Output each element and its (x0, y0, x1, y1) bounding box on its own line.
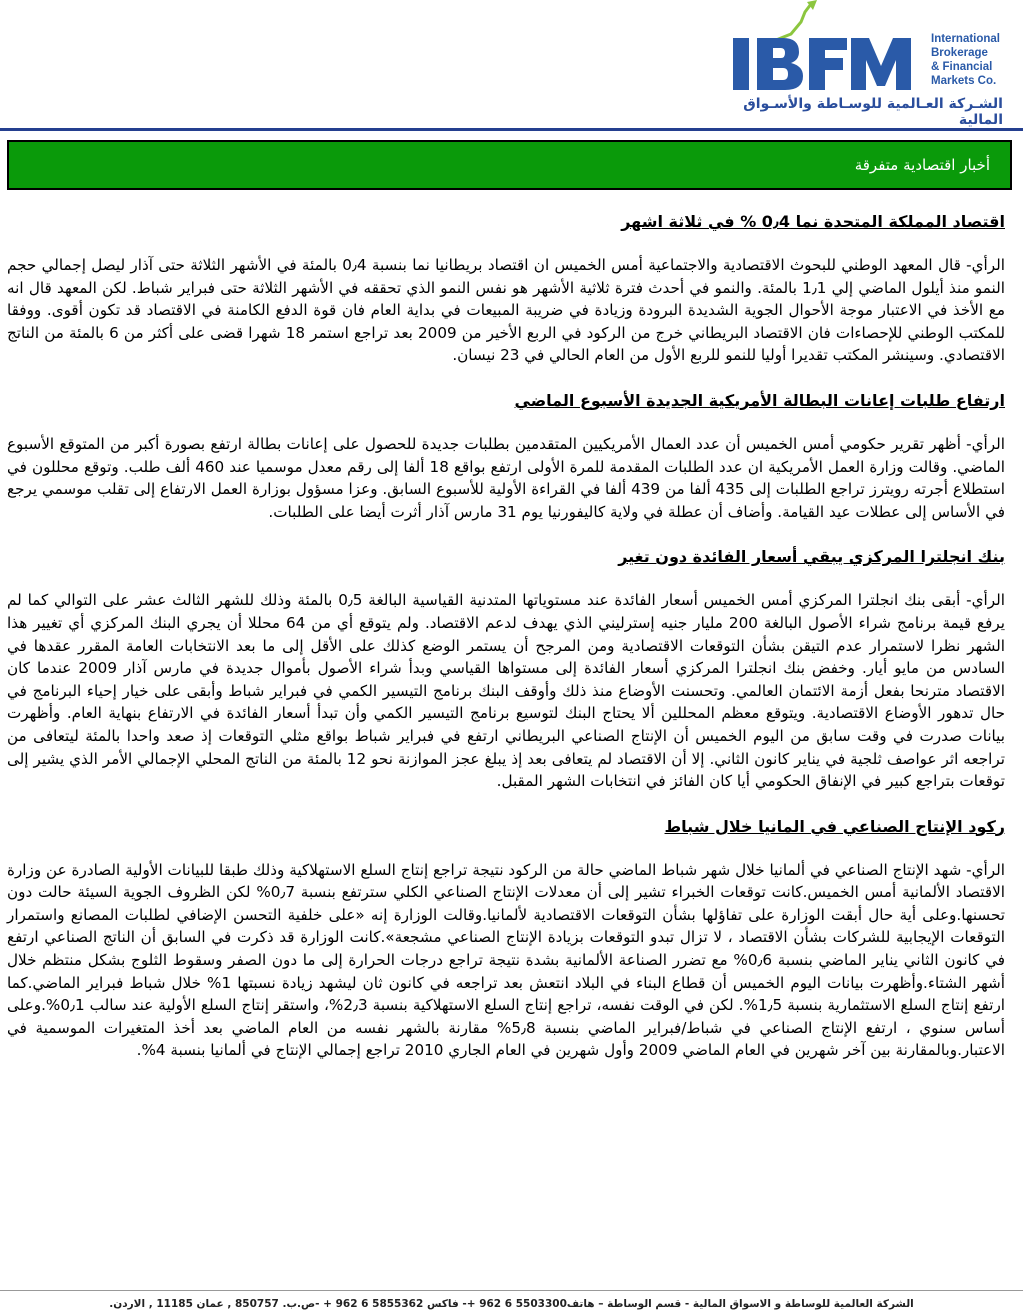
company-logo (721, 0, 1021, 128)
logo-line-4: Markets Co. (931, 75, 997, 87)
article-title: ارتفاع طلبات إعانات البطالة الأمريكية الجديدة الأسبوع الماضي (514, 390, 1005, 410)
article (7, 389, 1005, 523)
page-header (0, 0, 1023, 130)
article-body: الرأي- شهد الإنتاج الصناعي في ألمانيا خلال شهر شباط الماضي حالة من الركود نتيجة تراجع إنتاج السلع الاستهلاكية وذلك طبقا للبيانات الأولية الصادرة عن وزارة الاقتصاد الألمانية أمس الخميس.كانت توقعات الخبراء تشير إلى أن معدلات الإنتاج الصناعي الكلي سترتفع بنسبة 0٫7% لكن الظروف الجوية السيئة حالت دون تحسنها.وعلى أية حال أبقت الوزارة على تفاؤلها بشأن التوقعات الاقتصادية لألمانيا.وقالت الوزارة إنه «على خلفية التحسن الإضافي لطلبات المصانع واستمرار التوقعات الإيجابية للشركات بشأن الاقتصاد ، لا تزال تبدو التوقعات بزيادة الإنتاج الصناعي مشجعة».كانت الوزارة قد ذكرت في السابق أن الناتج الصناعي ارتفع في كانون الثاني يناير الماضي بنسبة 0٫6% مع تضرر الصناعة الألمانية بشدة نتيجة تراجع درجات الحرارة إلى ما دون الصفر وسقوط الثلوج بشكل منتظم خلال أشهر الشتاء.وأظهرت بيانات اليوم الخميس أن قطاع البناء في البلاد انتعش بعد تراجعه في كانون ثان ليشهد زيادة نسبتها 1% خلال شباط فبراير الماضي.كما ارتفع إنتاج السلع الاستثمارية بنسبة 1٫5%. لكن في الوقت نفسه، تراجع إنتاج السلع الاستهلاكية بنسبة 2٫3%، واستقر إنتاج السلع الأولية عند سالب 0٫1%.وعلى أساس سنوي ، ارتفع الإنتاج الصناعي في شباط/فبراير الماضي بنسبة 5٫8% مقارنة بالشهر نفسه من العام الماضي بعد أخذ المتغيرات الموسمية في الاعتبار.وبالمقارنة بين آخر شهرين في العام الماضي 2009 وأول شهرين في العام الجاري 2010 تراجع إجمالي الإنتاج في ألمانيا بنسبة 4%. (7, 860, 1005, 1060)
logo-english-name (931, 32, 1023, 88)
logo-line-3: & Financial (931, 61, 993, 73)
header-divider (0, 128, 1023, 131)
logo-line-1: International (931, 33, 1001, 45)
ibfm-logo-mark (721, 0, 931, 96)
banner-title: أخبار اقتصادية متفرقة (854, 156, 990, 174)
article (7, 210, 1005, 367)
article-body: الرأي- أظهر تقرير حكومي أمس الخميس أن عدد العمال الأمريكيين المتقدمين بطلبات جديدة للحصول على إعانات بطالة ارتفع بصورة أكبر من المتوقع الأسبوع الماضي. وقالت وزارة العمل الأمريكية ان عدد الطلبات المقدمة للمرة الأولى ارتفع بواقع 18 ألفا إلى رقم معدل موسميا عند 460 ألف طلب. وتوقع محللون في استطلاع أجرته رويترز تراجع الطلبات إلى 435 ألفا من 439 ألفا في القراءة الأولية للأسبوع السابق. وعزا مسؤول بوزارة العمل الارتفاع إلى تقلب موسمي يرجع في الأساس إلى عطلات عيد القيامة. وأضاف أن عطلة في ولاية كاليفورنيا يوم 31 مارس آذار أثرت أيضا على الطلبات. (7, 434, 1005, 521)
article-body: الرأي- قال المعهد الوطني للبحوث الاقتصادية والاجتماعية أمس الخميس ان اقتصاد بريطانيا نما بنسبة 0٫4 بالمئة في الأشهر الثلاثة حتى آذار ليصل إجمالي حجم النمو منذ أيلول الماضي إلي 1٫1 بالمئة. والنمو في أحدث فترة ثلاثية الأشهر هو نفس النمو الذي تحققه في الأشهر الثلاثة حتى فبراير شباط. لكن المعهد قال انه مع الأخذ في الاعتبار موجة الأحوال الجوية الشديدة البرودة وزيادة في ضريبة المبيعات في بداية العام فان قوة الدفع الكامنة في الاقتصاد قد تكون أقوى. ووفقا للمكتب الوطني للإحصاءات فان الاقتصاد البريطاني خرج من الركود في الربع الأخير من 2009 بعد تراجع استمر 18 شهرا قضى على أكثر من 6 بالمئة من الناتج الاقتصادي. وسينشر المكتب تقديرا أوليا للنمو للربع الأول من العام الحالي في 23 نيسان. (7, 256, 1005, 365)
logo-arabic-name: الشـركة العـالمية للوسـاطة والأسـواق المالية (743, 96, 1003, 128)
article-body: الرأي- أبقى بنك انجلترا المركزي أمس الخميس أسعار الفائدة عند مستوياتها المتدنية القياسية البالغة 0٫5 بالمئة وذلك للشهر الثالث عشر على التوالي كما لم يرفع قيمة برنامج شراء الأصول البالغة 200 مليار جنيه إسترليني الذي يهدف لدعم الاقتصاد. ولم يتوقع أي من 64 محللا أن يجري البنك المركزي أي تغيير هذا الشهر نظرا لاستمرار عدم التيقن بشأن التوقعات الاقتصادية ومن المرجح أن يستمر الوضع كذلك على الأقل إلى ما بعد الانتخابات العامة المقرر عقدها في السادس من مايو أيار. وخفض بنك انجلترا المركزي أسعار الفائدة إلى مستواها القياسي وبدأ شراء الأصول بأموال جديدة في مارس آذار 2009 عندما كان الاقتصاد مترنحا بفعل أزمة الائتمان العالمي. وتحسنت الأوضاع منذ ذلك وأوقف البنك برنامج التيسير الكمي في فبراير شباط وأبقى على خيار إحياء البرنامج في حال تدهور الأوضاع الاقتصادية. ويتوقع معظم المحللين ألا يحتاج البنك لتوسيع برنامج التيسير الكمي وأن تبدأ أسعار الفائدة في الارتفاع بنهاية العام. وأظهرت بيانات صدرت في وقت سابق من اليوم الخميس أن الإنتاج الصناعي البريطاني ارتفع في فبراير شباط بواقع مثلي التوقعات إذ صعد واحدا بالمئة ليتعافى من تراجعه اثر عواصف ثلجية في يناير كانون الثاني. إلا أن الاقتصاد لم يتعافى بعد إذ يبلغ عجز الموازنة نحو 12 بالمئة من الناتج المحلي الإجمالي الأمر الذي يشير إلى توقعات بتراجع كبير في الإنفاق الحكومي أيا كان الفائز في انتخابات الشهر المقبل. (7, 591, 1006, 791)
footer-divider (0, 1290, 1023, 1291)
section-banner (7, 140, 1012, 190)
article (7, 545, 1005, 792)
article-title: بنك انجلترا المركزي يبقي أسعار الفائدة دون تغير (618, 547, 1005, 567)
footer-contact: الشركة العالمية للوساطة و الاسواق المالية - قسم الوساطة – هاتف5503300 6 962 +- فاكس 5855362 6 962 + -ص.ب. 850757 , عمان 11185 , الاردن. (109, 1298, 914, 1310)
logo-line-2: Brokerage (931, 47, 988, 59)
article-title: اقتصاد المملكة المتحدة نما 0٫4 % في ثلاثة اشهر (621, 212, 1005, 231)
news-content (7, 210, 1005, 1084)
article-title: ركود الإنتاج الصناعي في المانيا خلال شباط (664, 816, 1005, 836)
article (7, 815, 1005, 1062)
